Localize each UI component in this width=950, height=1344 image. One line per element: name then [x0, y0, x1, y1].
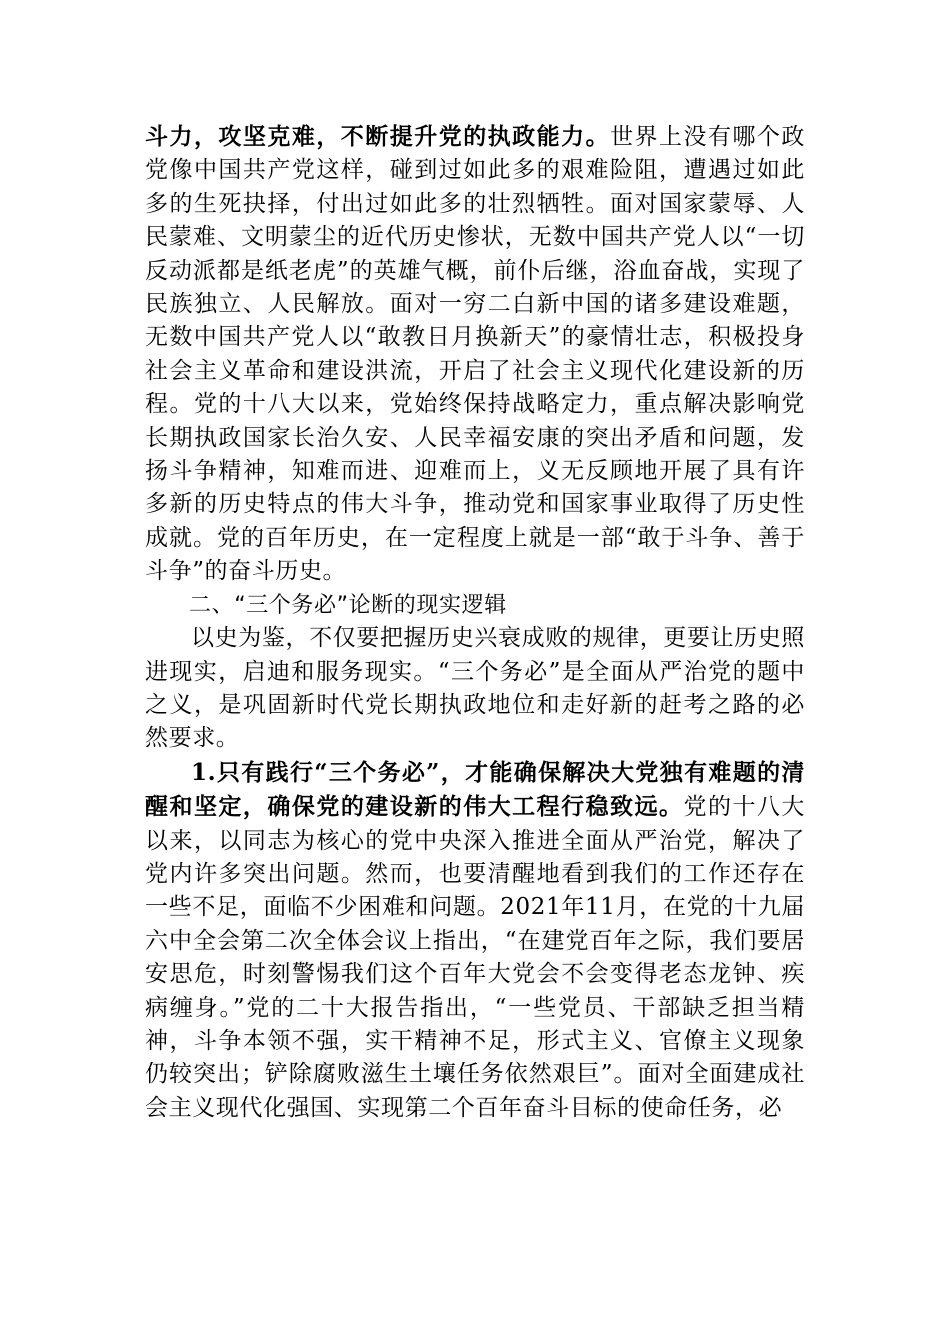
paragraph-1-bold-lead: 斗力，攻坚克难，不断提升党的执政能力。 [145, 123, 611, 150]
paragraph-3 [145, 756, 805, 1125]
section-heading-2: 二、“三个务必”论断的现实逻辑 [189, 592, 507, 618]
paragraph-1-body: 世界上没有哪个政党像中国共产党这样，碰到过如此多的艰难险阻，遭遇过如此多的生死抉择，付出过如此多的壮烈牺牲。面对国家蒙辱、人民蒙难、文明蒙尘的近代历史惨状，无数中国共产党人以“一切反动派都是纸老虎”的英雄气概，前仆后继，浴血奋战，实现了民族独立、人民解放。面对一穷二白新中国的诸多建设难题，无数中国共产党人以“敢教日月换新天”的豪情壮志，积极投身社会主义革命和建设洪流，开启了社会主义现代化建设新的历程。党的十八大以来，党始终保持战略定力，重点解决影响党长期执政国家长治久安、人民幸福安康的突出矛盾和问题，发扬斗争精神，知难而进、迎难而上，义无反顾地开展了具有许多新的历史特点的伟大斗争，推动党和国家事业取得了历史性成就。党的百年历史，在一定程度上就是一部“敢于斗争、善于斗争”的奋斗历史。 [145, 124, 805, 585]
paragraph-1 [145, 120, 805, 589]
paragraph-3-body: 党的十八大以来，以同志为核心的党中央深入推进全面从严治党，解决了党内许多突出问题。然而，也要清醒地看到我们的工作还存在一些不足，面临不少困难和问题。2021年11月，在党的十九届六中全会第二次全体会议上指出，“在建党百年之际，我们要居安思危，时刻警惕我们这个百年大党会不会变得老态龙钟、疾病缠身。”党的二十大报告指出，“一些党员、干部缺乏担当精神，斗争本领不强，实干精神不足，形式主义、官僚主义现象仍较突出；铲除腐败滋生土壤任务依然艰巨”。面对全面建成社会主义现代化强国、实现第二个百年奋斗目标的使命任务，必 [145, 794, 806, 1121]
document-page [145, 120, 805, 1125]
paragraph-2: 以史为鉴，不仅要把握历史兴衰成败的规律，更要让历史照进现实，启迪和服务现实。“三个务必”是全面从严治党的题中之义，是巩固新时代党长期执政地位和走好新的赶考之路的必然要求。 [145, 625, 805, 752]
paragraph-3-bold-lead: 1.只有践行“三个务必”，才能确保解决大党独有难题的清醒和坚定，确保党的建设新的伟大工程行稳致远。 [145, 758, 805, 821]
